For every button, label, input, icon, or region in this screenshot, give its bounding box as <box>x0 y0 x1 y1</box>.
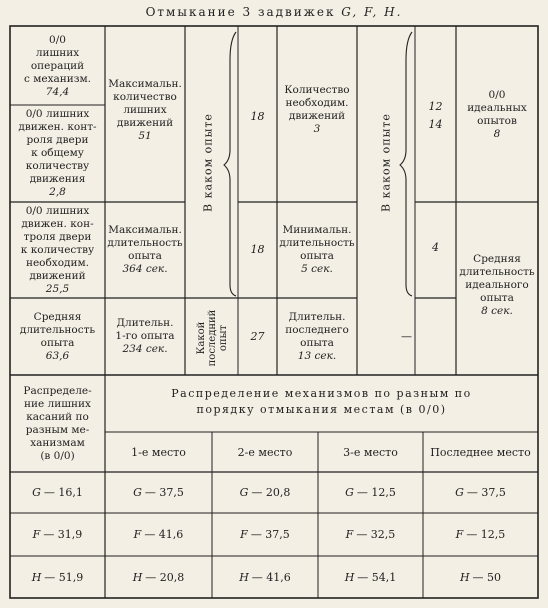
text-line: количество <box>113 90 177 103</box>
text-line: 1-го опыта <box>115 330 175 342</box>
table-cell: F — 12,5 <box>455 528 506 541</box>
text-line: (в 0/0) <box>40 450 75 462</box>
table-cell: G — 12,5 <box>345 486 396 499</box>
text-line: лишних <box>35 46 80 59</box>
text-line: опыта <box>480 291 514 304</box>
value: 234 сек. <box>122 343 168 355</box>
r1-c4: 18 <box>250 110 265 123</box>
r2-c5 <box>277 210 357 290</box>
text-line: движен. конт- <box>18 121 97 133</box>
table-cell: G — 37,5 <box>133 486 184 499</box>
title-letters: G, F, H. <box>341 5 403 19</box>
text-line: опытов <box>477 115 517 127</box>
text-line: разным ме- <box>25 424 90 436</box>
text-line: ние лишних <box>24 398 91 410</box>
r3-c2 <box>105 299 185 374</box>
value: 74,4 <box>45 85 70 98</box>
r2-c7: 4 <box>432 241 439 254</box>
r3-c5 <box>277 302 357 372</box>
table-cell: F — 32,5 <box>345 528 396 541</box>
r1-c7a: 12 <box>428 100 443 113</box>
table-cell: F — 37,5 <box>240 528 290 541</box>
text-line: Максимальн. <box>108 77 182 90</box>
table-cell: H — 50 <box>459 570 502 584</box>
text-line: количеству <box>25 160 90 172</box>
table-cell: G — 16,1 <box>32 486 83 499</box>
value: 13 сек. <box>297 350 337 362</box>
value: 63,6 <box>45 349 70 362</box>
table-cell: F — 31,9 <box>32 528 83 541</box>
distribution-row-header <box>10 378 105 470</box>
text-line: опыта <box>40 336 75 349</box>
vertical-label-left: В каком опыте <box>201 113 215 212</box>
text-line: длительность <box>279 237 355 249</box>
column-header: Последнее место <box>430 445 531 459</box>
r3-c7: — <box>401 330 412 343</box>
text-line: длительность <box>459 265 535 278</box>
r1-c1 <box>10 28 105 104</box>
r3-c4: 27 <box>250 330 265 343</box>
r1b-c1 <box>10 106 105 201</box>
text-line: движений <box>116 116 174 129</box>
text-line: последнего <box>285 324 349 336</box>
heading-line: Распределение механизмов по разным по <box>171 387 472 400</box>
value: 8 <box>493 128 501 140</box>
column-header: 3-е место <box>343 445 398 459</box>
pct-sign: 0/0 <box>488 89 506 101</box>
text-line: касаний по <box>26 411 89 423</box>
text-line: длительность <box>19 323 96 336</box>
text-line: опыта <box>300 250 334 262</box>
text-line: операций <box>30 59 85 72</box>
r1-c8 <box>456 80 538 150</box>
r1-c5 <box>277 70 357 150</box>
text-line: Средняя <box>33 310 82 323</box>
text-line: троля двери <box>23 230 92 243</box>
text-line: идеальных <box>467 102 527 114</box>
table-cell: H — 20,8 <box>132 570 185 584</box>
column-header: 2-е место <box>237 445 293 459</box>
text-line: ханизмам <box>30 437 85 449</box>
r3-c3 <box>192 301 232 375</box>
value: 2,8 <box>49 186 66 198</box>
text-line: с механизм. <box>23 72 91 85</box>
text-line: Минимальн. <box>282 224 352 236</box>
value: 5 сек. <box>301 263 333 275</box>
value: 51 <box>138 129 152 142</box>
r2-c8 <box>456 230 538 340</box>
text-line: опыт <box>217 324 229 352</box>
text-line: 0/0 лишних <box>25 108 90 120</box>
text-line: лишних <box>123 103 167 116</box>
text-line: 0/0 лишних <box>25 204 90 217</box>
value: 3 <box>313 123 321 135</box>
r2-c2 <box>105 210 185 290</box>
r1-c2 <box>105 50 185 170</box>
text-line: движений <box>288 110 346 122</box>
table-cell: G — 37,5 <box>455 486 506 499</box>
text-line: необходим. <box>25 256 90 269</box>
text-line: длительность <box>107 237 183 249</box>
table-cell: H — 51,9 <box>31 570 84 584</box>
text-line: Распределе- <box>23 385 92 397</box>
text-line: к количеству <box>20 243 95 256</box>
r2-c4: 18 <box>250 243 265 256</box>
r1-c7b: 14 <box>428 118 443 131</box>
text-line: Длительн. <box>116 317 174 329</box>
text-line: последний <box>206 309 218 367</box>
text-line: опыта <box>300 337 334 349</box>
text-line: необходим. <box>285 97 349 109</box>
text-line: Длительн. <box>288 311 346 323</box>
text-line: Средняя <box>473 252 521 265</box>
text-line: Какой <box>195 321 207 355</box>
value: 8 сек. <box>481 304 513 317</box>
table-cell: G — 20,8 <box>239 486 291 499</box>
title-prefix: Отмыкание 3 задвижек <box>145 5 336 19</box>
text-line: движен. кон- <box>21 217 94 230</box>
text-line: движения <box>29 173 86 185</box>
text-line: опыта <box>128 250 162 262</box>
pct-sign: 0/0 <box>49 33 66 46</box>
distribution-heading <box>105 386 538 418</box>
value: 364 сек. <box>122 263 168 275</box>
table-cell: F — 41,6 <box>133 528 184 541</box>
table-cell: H — 41,6 <box>239 570 291 584</box>
vertical-label-right: В каком опыте <box>379 113 393 212</box>
text-line: движений <box>29 269 86 282</box>
text-line: к общему <box>31 147 84 159</box>
text-line: идеального <box>465 278 529 291</box>
r2-c1 <box>10 203 105 297</box>
column-header: 1-е место <box>131 445 186 459</box>
value: 25,5 <box>45 282 70 295</box>
r3-c1 <box>10 299 105 374</box>
text-line: роля двери <box>26 134 89 146</box>
table-cell: H — 54,1 <box>344 570 397 584</box>
heading-line: порядку отмыкания местам (в 0/0) <box>196 403 447 416</box>
text-line: Максимальн. <box>108 224 182 236</box>
text-line: Количество <box>284 84 350 96</box>
